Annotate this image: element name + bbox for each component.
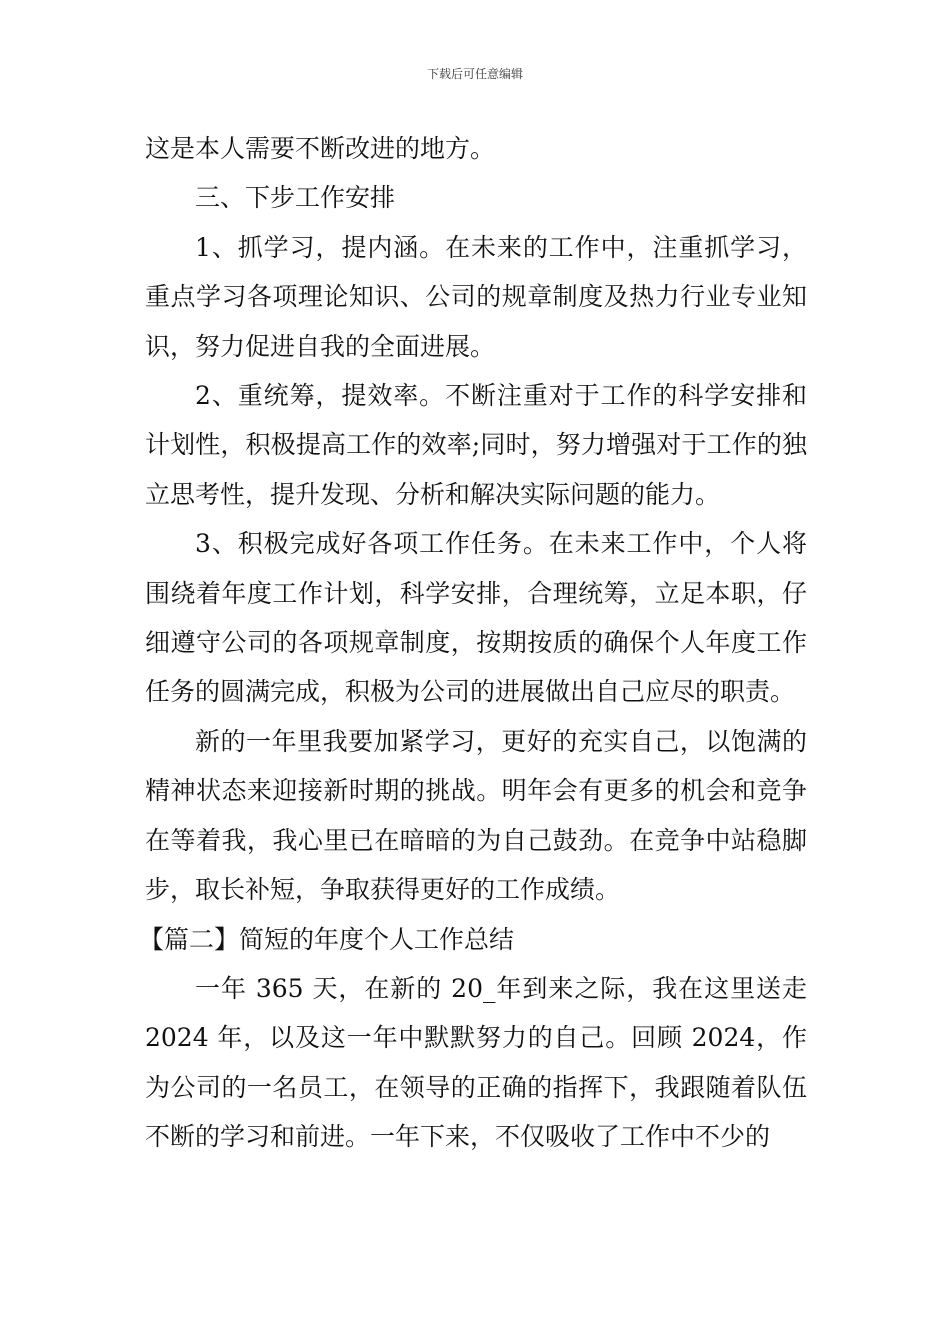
section-heading: 三、下步工作安排 (195, 183, 396, 213)
plan-item-2: 2、重统筹，提效率。不断注重对于工作的科学安排和计划性，积极提高工作的效率;同时，努力增强对于工作的独立思考性，提升发现、分析和解决实际问题的能力。 (145, 381, 807, 509)
continuation-paragraph: 这是本人需要不断改进的地方。 (145, 134, 496, 163)
page-header-note: 下载后可任意编辑 (426, 67, 523, 81)
part-two-paragraph: 一年 365 天，在新的 20_年到来之际，我在这里送走 2024 年，以及这一年中默默努力的自己。回顾 2024，作为公司的一名员工，在领导的正确的指挥下，我跟随着队伍不断的学习和前进。一年下来，不仅吸收了工作中不少的 (145, 973, 807, 1152)
closing-paragraph: 新的一年里我要加紧学习，更好的充实自己，以饱满的精神状态来迎接新时期的挑战。明年会有更多的机会和竞争在等着我，我心里已在暗暗的为自己鼓劲。在竞争中站稳脚步，取长补短，争取获得更好的工作成绩。 (145, 726, 807, 905)
part-two-heading: 【篇二】简短的年度个人工作总结 (139, 924, 515, 954)
plan-item-1: 1、抓学习，提内涵。在未来的工作中，注重抓学习，重点学习各项理论知识、公司的规章制度及热力行业专业知识，努力促进自我的全面进展。 (145, 232, 807, 361)
document-body (139, 124, 807, 1162)
plan-item-3: 3、积极完成好各项工作任务。在未来工作中，个人将围绕着年度工作计划，科学安排，合理统筹，立足本职，仔细遵守公司的各项规章制度，按期按质的确保个人年度工作任务的圆满完成，积极为公司的进展做出自己应尽的职责。 (145, 529, 807, 707)
